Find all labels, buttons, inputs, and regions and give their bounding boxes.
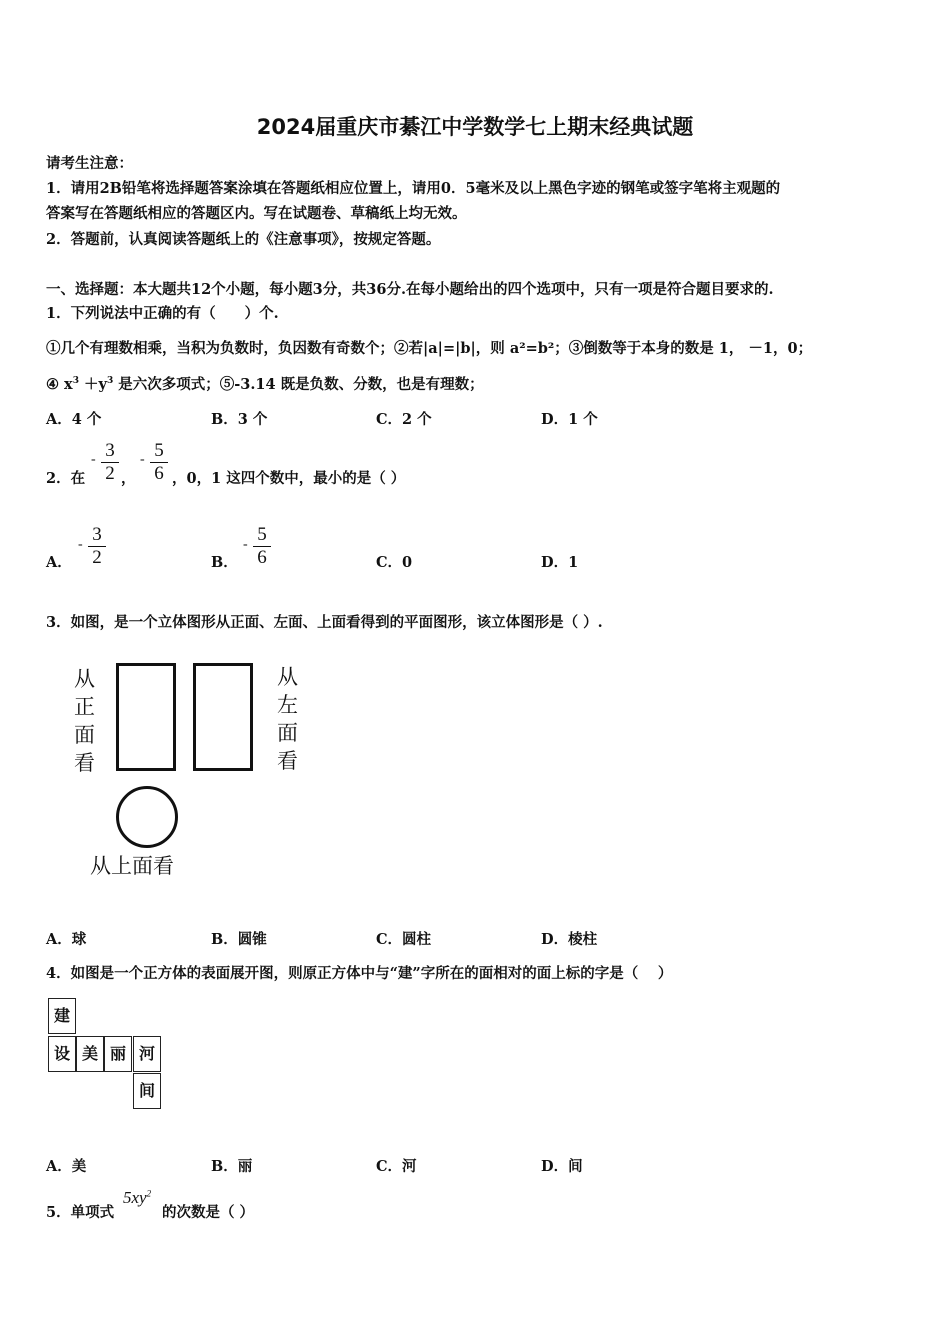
q4-cell-li: 丽 bbox=[104, 1036, 132, 1072]
section-1-heading: 一、选择题：本大题共12个小题，每小题3分，共36分.在每小题给出的四个选项中，只有一项是符合题目要求的. bbox=[46, 281, 774, 298]
q2-fraction-1: 3 2 bbox=[100, 440, 120, 485]
q2-suffix: ，0，1 这四个数中，最小的是（ ） bbox=[172, 470, 406, 487]
notice-item-2: 2．答题前，认真阅读答题纸上的《注意事项》，按规定答题。 bbox=[46, 231, 441, 248]
q2-option-a-fraction: 3 2 bbox=[87, 524, 107, 569]
q5-monomial: $5xy^2$ bbox=[123, 1188, 152, 1207]
q3-left-view-label: 从 左 面 看 bbox=[277, 665, 298, 773]
q2-option-a-minus: - bbox=[78, 537, 83, 552]
q1-statement-line-2: ④ $x^3 +y^3$ 是六次多项式；⑤-3.14 既是负数、分数，也是有理数； bbox=[46, 376, 484, 393]
q1-option-d: D．1 个 bbox=[541, 411, 598, 428]
q2-option-b-minus: - bbox=[243, 537, 248, 552]
q2-option-c: C．0 bbox=[376, 554, 413, 571]
q1-statement-line-1: ①几个有理数相乘，当积为负数时，负因数有奇数个；②若|a|=|b|，则 a²=b²；③倒数等于本身的数是 1， －1，0； bbox=[46, 340, 813, 357]
q3-front-view-rectangle bbox=[116, 663, 176, 771]
q2-prefix: 2．在 bbox=[46, 470, 86, 487]
q2-option-b-label: B． bbox=[211, 554, 238, 571]
q2-option-b-fraction: 5 6 bbox=[252, 524, 272, 569]
q4-cell-he: 河 bbox=[133, 1036, 161, 1072]
q2-minus-2: - bbox=[140, 452, 145, 467]
q4-option-a: A．美 bbox=[46, 1158, 87, 1175]
q5-suffix: 的次数是（ ） bbox=[162, 1204, 255, 1221]
q2-minus-1: - bbox=[91, 452, 96, 467]
q1-option-a: A．4 个 bbox=[46, 411, 102, 428]
q1-option-c: C．2 个 bbox=[376, 411, 432, 428]
q3-option-c: C．圆柱 bbox=[376, 931, 432, 948]
notice-heading: 请考生注意： bbox=[46, 155, 133, 172]
notice-item-1-line-2: 答案写在答题纸相应的答题区内。写在试题卷、草稿纸上均无效。 bbox=[46, 205, 467, 222]
q2-comma: ， bbox=[121, 470, 136, 487]
q1-stem: 1．下列说法中正确的有（ ）个. bbox=[46, 305, 279, 322]
q2-fraction-2: 5 6 bbox=[149, 440, 169, 485]
q4-stem: 4．如图是一个正方体的表面展开图，则原正方体中与“建”字所在的面相对的面上标的字是（ ） bbox=[46, 965, 673, 982]
q4-cell-jian-2: 间 bbox=[133, 1073, 161, 1109]
q1-option-b: B．3 个 bbox=[211, 411, 268, 428]
q4-option-b: B．丽 bbox=[211, 1158, 253, 1175]
q3-front-view-label: 从 正 面 看 bbox=[74, 667, 95, 775]
q4-cell-jian: 建 bbox=[48, 998, 76, 1034]
q3-option-b: B．圆锥 bbox=[211, 931, 267, 948]
q4-option-c: C．河 bbox=[376, 1158, 417, 1175]
q3-top-view-circle bbox=[116, 786, 178, 848]
q5-prefix: 5．单项式 bbox=[46, 1204, 115, 1221]
q2-option-d: D．1 bbox=[541, 554, 579, 571]
notice-item-1-line-1: 1．请用2B铅笔将选择题答案涂填在答题纸相应位置上，请用0．5毫米及以上黑色字迹的钢笔或签字笔将主观题的 bbox=[46, 180, 781, 197]
q3-left-view-rectangle bbox=[193, 663, 253, 771]
q4-option-d: D．间 bbox=[541, 1158, 583, 1175]
q3-option-d: D．棱柱 bbox=[541, 931, 598, 948]
q4-cell-she: 设 bbox=[48, 1036, 76, 1072]
q4-cell-mei: 美 bbox=[76, 1036, 104, 1072]
q3-option-a: A．球 bbox=[46, 931, 87, 948]
q3-top-view-label: 从上面看 bbox=[90, 854, 174, 878]
page-title: 2024届重庆市綦江中学数学七上期末经典试题 bbox=[256, 115, 694, 139]
q3-stem: 3．如图，是一个立体图形从正面、左面、上面看得到的平面图形，该立体图形是（ ）. bbox=[46, 614, 603, 631]
q2-option-a-label: A． bbox=[46, 554, 72, 571]
